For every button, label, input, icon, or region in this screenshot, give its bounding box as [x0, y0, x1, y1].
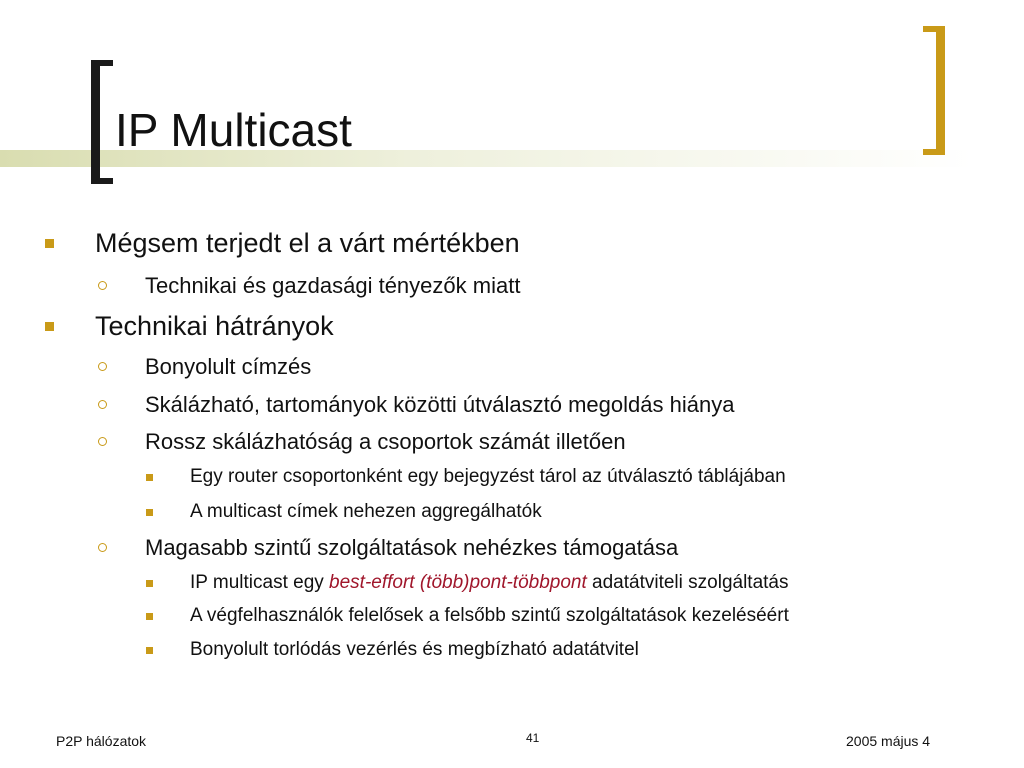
bullet-text-pre: IP multicast egy: [190, 572, 330, 593]
bullet-level2: [145, 535, 678, 561]
bullet-level1: [95, 311, 334, 342]
bullet-text: Technikai hátrányok: [95, 311, 334, 341]
bullet-level2: [145, 354, 311, 380]
circle-bullet-icon: [98, 362, 107, 371]
bullet-level3: [190, 466, 786, 488]
bullet-text: Bonyolult torlódás vezérlés és megbízható adatátvitel: [190, 639, 639, 660]
bullet-level2: [145, 392, 734, 418]
bullet-text: A végfelhasználók felelősek a felsőbb szintű szolgáltatások kezeléséért: [190, 605, 789, 626]
bullet-text-post: adatátviteli szolgáltatás: [586, 572, 789, 593]
footer-left-text: P2P hálózatok: [56, 733, 147, 749]
bullet-level3: [190, 639, 639, 661]
bullet-level2: [145, 429, 626, 455]
square-bullet-icon: [45, 239, 54, 248]
slide-title: IP Multicast: [115, 104, 352, 156]
left-bracket-decoration: [91, 60, 100, 184]
bullet-text: Bonyolult címzés: [145, 354, 312, 379]
bullet-text-emphasis: best-effort (több)pont-többpont: [329, 572, 587, 593]
circle-bullet-icon: [98, 400, 107, 409]
bullet-text: Egy router csoportonként egy bejegyzést tárol az útválasztó táblájában: [190, 466, 786, 487]
circle-bullet-icon: [98, 437, 107, 446]
square-bullet-icon: [146, 613, 153, 620]
bullet-level2: [145, 273, 520, 299]
square-bullet-icon: [146, 580, 153, 587]
square-bullet-icon: [146, 474, 153, 481]
bullet-level3: [190, 605, 789, 627]
bullet-text: A multicast címek nehezen aggregálhatók: [190, 501, 542, 522]
bullet-level3: [190, 501, 542, 523]
footer-date: 2005 május 4: [846, 733, 931, 749]
circle-bullet-icon: [98, 281, 107, 290]
bullet-level1: [95, 228, 520, 259]
bullet-text: Mégsem terjedt el a várt mértékben: [95, 228, 520, 258]
square-bullet-icon: [45, 322, 54, 331]
slide-number: 41: [526, 731, 540, 745]
bullet-text: Rossz skálázhatóság a csoportok számát illetően: [145, 429, 626, 454]
bullet-text: Magasabb szintű szolgáltatások nehézkes támogatása: [145, 535, 679, 560]
circle-bullet-icon: [98, 543, 107, 552]
right-bracket-decoration: [936, 26, 945, 155]
bullet-text: Skálázható, tartományok közötti útválasztó megoldás hiánya: [145, 392, 735, 417]
bullet-text: Technikai és gazdasági tényezők miatt: [145, 273, 521, 298]
bullet-level3: [190, 572, 789, 594]
square-bullet-icon: [146, 509, 153, 516]
square-bullet-icon: [146, 647, 153, 654]
